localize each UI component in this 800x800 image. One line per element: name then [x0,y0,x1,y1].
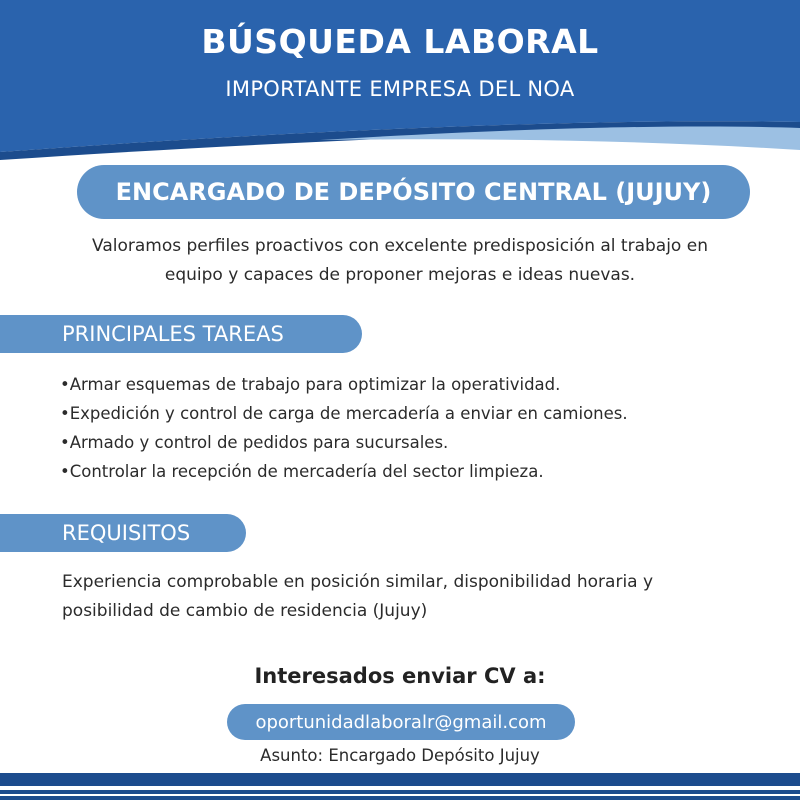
contact-cta: Interesados enviar CV a: [254,664,546,688]
email-pill[interactable] [227,704,575,740]
email-subject: Asunto: Encargado Depósito Jujuy [260,746,540,765]
requirements-line: posibilidad de cambio de residencia (Jujuy) [62,601,428,621]
page-subtitle: IMPORTANTE EMPRESA DEL NOA [225,77,575,101]
job-title-pill [77,165,750,219]
tasks-heading: PRINCIPALES TAREAS [62,322,284,346]
list-item: • Controlar la recepción de mercadería del sector limpieza. [60,457,780,486]
intro-text [40,232,760,290]
tasks-heading-tab [0,315,362,353]
list-item: • Armado y control de pedidos para sucursales. [60,428,780,457]
footer-stripes [0,773,800,800]
intro-line: Valoramos perfiles proactivos con excelente predisposición al trabajo en [92,236,708,256]
list-item: • Armar esquemas de trabajo para optimizar la operatividad. [60,370,780,399]
tasks-list [60,370,780,486]
footer-stripes-shape [0,773,800,800]
requirements-heading: REQUISITOS [62,521,191,545]
requirements-line: Experiencia comprobable en posición similar, disponibilidad horaria y [62,572,654,592]
page-title: BÚSQUEDA LABORAL [201,22,599,61]
intro-line: equipo y capaces de proponer mejoras e ideas nuevas. [164,265,636,285]
list-item: • Expedición y control de carga de mercadería a enviar en camiones. [60,399,780,428]
job-title: ENCARGADO DE DEPÓSITO CENTRAL (JUJUY) [115,178,712,206]
requirements-heading-tab [0,514,246,552]
header-banner [0,0,800,170]
requirements-text [62,568,752,626]
email-address[interactable]: oportunidadlaboralr@gmail.com [255,711,547,733]
